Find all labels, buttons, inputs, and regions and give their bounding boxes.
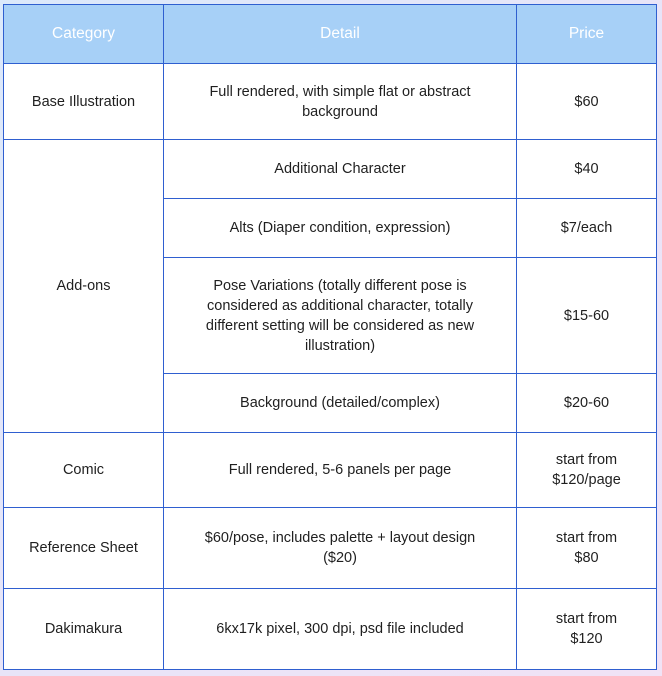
price-table-frame bbox=[3, 4, 656, 670]
header-detail: Detail bbox=[164, 5, 517, 64]
price-cell bbox=[517, 433, 657, 508]
table-row-comic bbox=[4, 433, 657, 508]
detail-cell: 6kx17k pixel, 300 dpi, psd file included bbox=[164, 589, 517, 670]
detail-cell: Background (detailed/complex) bbox=[164, 374, 517, 433]
detail-cell: Full rendered, with simple flat or abstract background bbox=[164, 64, 517, 140]
category-cell: Base Illustration bbox=[4, 64, 164, 140]
price-cell: $20-60 bbox=[517, 374, 657, 433]
table-row-reference-sheet bbox=[4, 508, 657, 589]
category-cell-addons: Add-ons bbox=[4, 140, 164, 433]
table-header-row bbox=[4, 5, 657, 64]
price-cell: $40 bbox=[517, 140, 657, 199]
price-prefix: start from bbox=[555, 530, 618, 546]
detail-cell: Pose Variations (totally different pose is considered as additional character, totally different setting will be considered as new illustration) bbox=[164, 258, 517, 374]
category-cell: Comic bbox=[4, 433, 164, 508]
price-cell: $60 bbox=[517, 64, 657, 140]
table-row-base-illustration bbox=[4, 64, 657, 140]
price-cell: $7/each bbox=[517, 199, 657, 258]
detail-cell: Alts (Diaper condition, expression) bbox=[164, 199, 517, 258]
detail-cell: Full rendered, 5-6 panels per page bbox=[164, 433, 517, 508]
price-cell bbox=[517, 508, 657, 589]
price-prefix: start from bbox=[555, 452, 618, 468]
price-value: $80 bbox=[574, 550, 599, 566]
detail-cell: Additional Character bbox=[164, 140, 517, 199]
category-cell: Dakimakura bbox=[4, 589, 164, 670]
price-value: $120/page bbox=[552, 472, 621, 488]
price-table bbox=[3, 4, 657, 670]
table-row-dakimakura bbox=[4, 589, 657, 670]
price-prefix: start from bbox=[555, 611, 618, 627]
table-row-addon bbox=[4, 140, 657, 199]
header-category: Category bbox=[4, 5, 164, 64]
price-cell bbox=[517, 589, 657, 670]
price-cell: $15-60 bbox=[517, 258, 657, 374]
price-value: $120 bbox=[570, 631, 603, 647]
detail-cell: $60/pose, includes palette + layout design ($20) bbox=[164, 508, 517, 589]
header-price: Price bbox=[517, 5, 657, 64]
category-cell: Reference Sheet bbox=[4, 508, 164, 589]
